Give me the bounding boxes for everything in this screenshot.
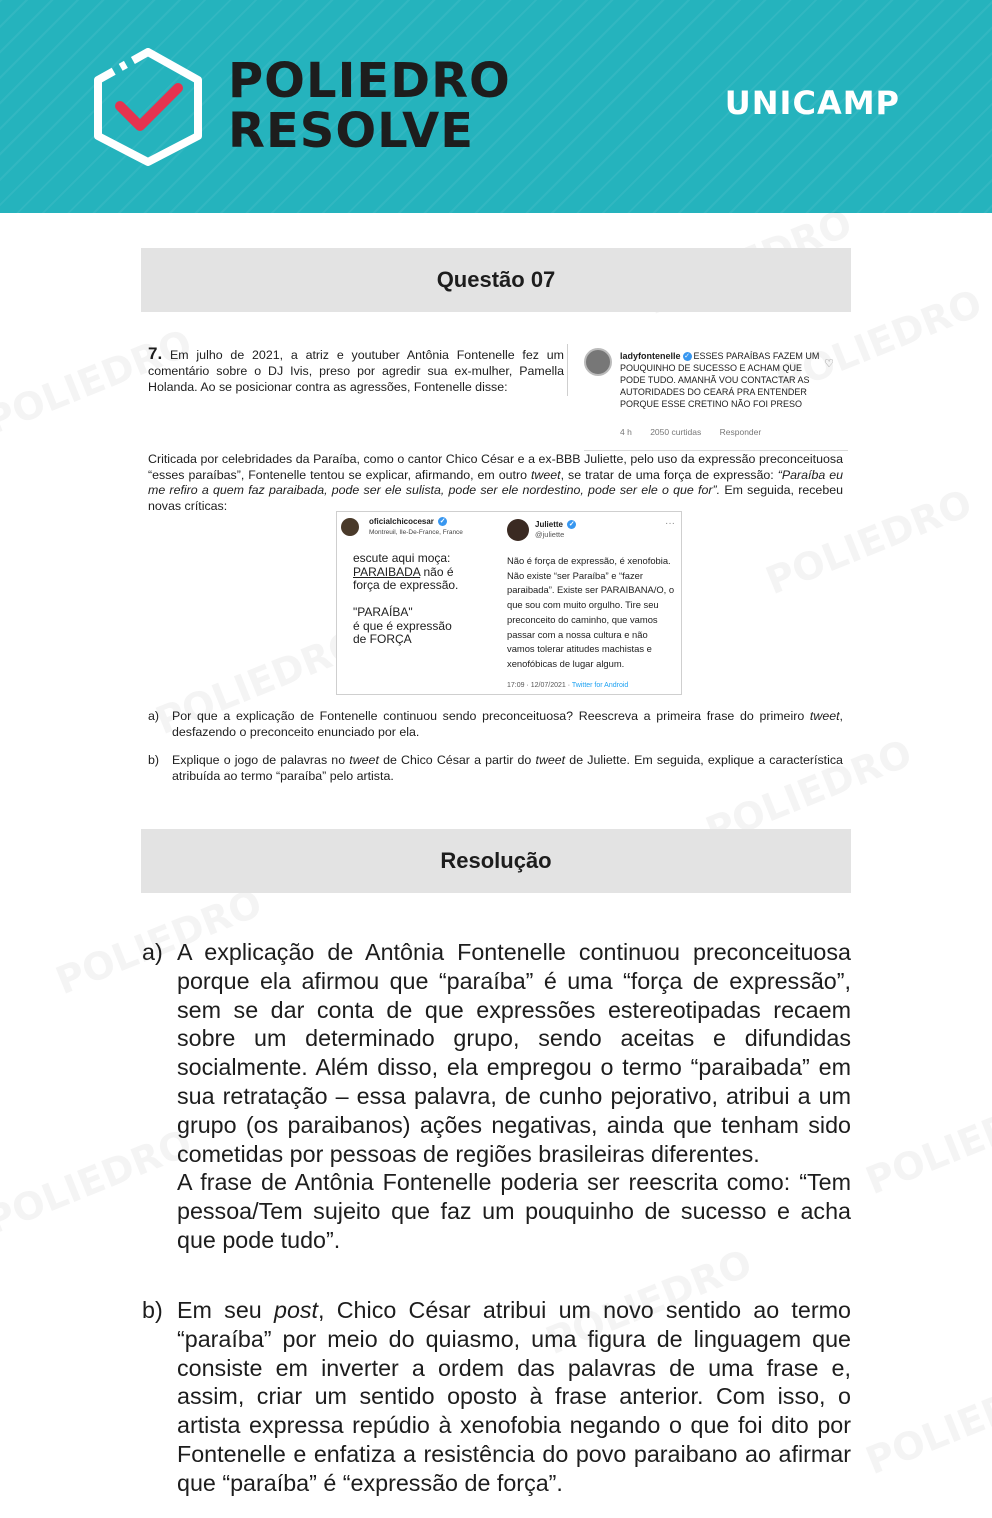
verified-badge-icon: ✓ (439, 518, 446, 526)
italic-word: tweet (809, 709, 840, 723)
tweet-meta (507, 682, 628, 689)
post-location: Montreuil, Ile-De-France, France (369, 529, 463, 536)
post-username: ladyfontenelle (620, 351, 681, 361)
underlined-word: PARAIBADA (353, 564, 421, 579)
sub-question-text (172, 709, 843, 740)
sub-question-text (172, 753, 843, 784)
question-intro (148, 346, 564, 395)
more-options-icon: ··· (665, 518, 675, 529)
question-paragraph (148, 452, 843, 514)
answer-text (177, 938, 851, 1255)
brand-logo-text (228, 53, 511, 159)
tweets-image (336, 511, 682, 695)
paragraph-italic: tweet (530, 467, 561, 482)
question-intro-text: Em julho de 2021, a atriz e youtuber Antônia Fontenelle fez um comentário sobre o DJ Ivis, preso por agredir sua ex-mulher, Pamella Holanda. Ao se posicionar contra as agressões, Fontenelle disse: (148, 348, 564, 394)
tweet-app: Twitter for Android (571, 682, 629, 689)
post-line: escute aqui moça: (353, 551, 451, 565)
fontenelle-post (584, 348, 848, 444)
post-time: 4 h (620, 427, 632, 437)
post-line: "PARAÍBA" (353, 605, 413, 619)
text-part: de Juliette. Em seguida, explique a característica atribuída ao termo “paraíba” pelo artista. (172, 753, 843, 783)
post-line: de FORÇA (353, 632, 412, 646)
answer-text (177, 1296, 851, 1498)
sub-question-a (148, 709, 843, 740)
post-text (353, 606, 493, 647)
italic-word: tweet (349, 753, 379, 767)
text-part: de Chico César a partir do (383, 753, 532, 767)
post-likes: 2050 curtidas (650, 427, 702, 437)
watermark (860, 1361, 992, 1483)
sub-question-label: b) (148, 753, 160, 767)
verified-badge-icon: ✓ (568, 521, 575, 529)
post-text (353, 552, 493, 593)
exam-name: UNICAMP (724, 84, 900, 122)
avatar (584, 348, 612, 376)
username-text: Juliette (535, 520, 564, 529)
post-username (369, 517, 449, 526)
post-meta (620, 426, 777, 438)
username-text: oficialchicocesar (369, 517, 434, 526)
divider (584, 450, 848, 451)
heart-icon: ♡ (824, 358, 834, 370)
italic-word: tweet (535, 753, 566, 767)
post-line: é que é expressão (353, 618, 452, 633)
post-text: ESSES PARAÍBAS FAZEM UM POUQUINHO DE SUCESSO E ACHAM QUE PODE TUDO. AMANHÃ VOU CONTACTAR AS AUTORIDADES DO CEARÁ PRA ENTENDER PORQUE ESSE CRETINO NÃO FOI PRESO (620, 351, 820, 409)
text-part: , Chico César atribui um novo sentido ao termo “paraíba” por meio do quiasmo, uma figura de linguagem que consiste em inverter a ordem das palavras de uma frase e, assim, criar um sentido oposto à frase anterior. Com isso, o artista expressa repúdio à xenofobia negando o que foi dito por Fontenelle e enfatiza a resistência do povo paraibano ao afirmar que “paraíba” é “expressão de força”. (177, 1297, 851, 1496)
answer-paragraph: A frase de Antônia Fontenelle poderia ser reescrita como: “Tem pessoa/Tem sujeito que faz um pouquinho de sucesso e acha que pode tudo”. (177, 1169, 851, 1253)
divider (567, 344, 568, 396)
paragraph-quote: “Paraíba eu me refiro a quem faz paraibada, pode ser ele sulista, pode ser ele nordestino, pode ser ele o que for”. (148, 467, 844, 497)
header-banner (0, 0, 992, 213)
sub-question-b (148, 753, 843, 784)
watermark (860, 1081, 992, 1203)
verified-badge-icon: ✓ (684, 353, 690, 361)
avatar (507, 519, 529, 541)
answer-label: b) (142, 1297, 163, 1323)
answer-b (142, 1296, 851, 1498)
brand-line-1: POLIEDRO (228, 53, 511, 109)
post-line (353, 566, 493, 580)
paragraph-text: Em seguida, recebeu novas críticas: (148, 483, 843, 513)
question-title-band: Questão 07 (141, 248, 851, 312)
tweet-username (535, 520, 578, 529)
italic-word: post (273, 1297, 319, 1323)
answer-a (142, 938, 851, 1255)
answer-label: a) (142, 939, 163, 965)
answer-paragraph: A explicação de Antônia Fontenelle continuou preconceituosa porque ela afirmou que “paraíba” é uma “força de expressão”, sem se dar conta de que expressões estereotipadas recaem sobre um determinado grupo, sendo aceitas e difundidas socialmente. Além disso, ela empregou o termo “paraibada” em sua retratação – essa palavra, de cunho pejorativo, atribui a um grupo (os paraibanos) ações negativas, ainda que tenham sido cometidas por pessoas de regiões brasileiras diferentes. (177, 939, 851, 1167)
tweet-text: Não é força de expressão, é xenofobia. Não existe “ser Paraíba” e “fazer paraibada”. Existe ser PARAIBANA/O, o que sou com muito orgulho. Tire seu preconceito do caminho, que vamos passar com a nossa cultura e não vamos tolerar atitudes machistas e xenofóbicas de lugar algum. (507, 555, 675, 669)
sub-question-label: a) (148, 709, 160, 723)
avatar (341, 518, 359, 536)
post-reply: Responder (719, 427, 762, 437)
text-part: , desfazendo o preconceito enunciado por ela. (172, 709, 843, 739)
post-body (620, 350, 820, 410)
paragraph-text: , se tratar de uma força de expressão: (560, 467, 774, 482)
resolution-title-band: Resolução (141, 829, 851, 893)
text-part: Explique o jogo de palavras no (172, 753, 346, 767)
paragraph-text: Criticada por celebridades da Paraíba, como o cantor Chico César e a ex-BBB Juliette, pelo uso da expressão preconceituosa “esses paraíbas”, Fontenelle tentou se explicar, afirmando, em outro (148, 452, 843, 482)
question-number: 7. (148, 344, 163, 363)
checkmark-hexagon-logo-icon (92, 48, 204, 166)
tweet-handle: @juliette (535, 530, 565, 539)
text-part: Em seu (177, 1297, 262, 1323)
text-part: Por que a explicação de Fontenelle continuou sendo preconceituosa? Reescreva a primeira frase do primeiro (172, 709, 805, 723)
post-line: força de expressão. (353, 578, 459, 592)
brand-line-2: RESOLVE (228, 103, 475, 159)
tweet-datetime: 17:09 · 12/07/2021 · (507, 682, 572, 689)
post-line-rest: não é (420, 564, 454, 579)
